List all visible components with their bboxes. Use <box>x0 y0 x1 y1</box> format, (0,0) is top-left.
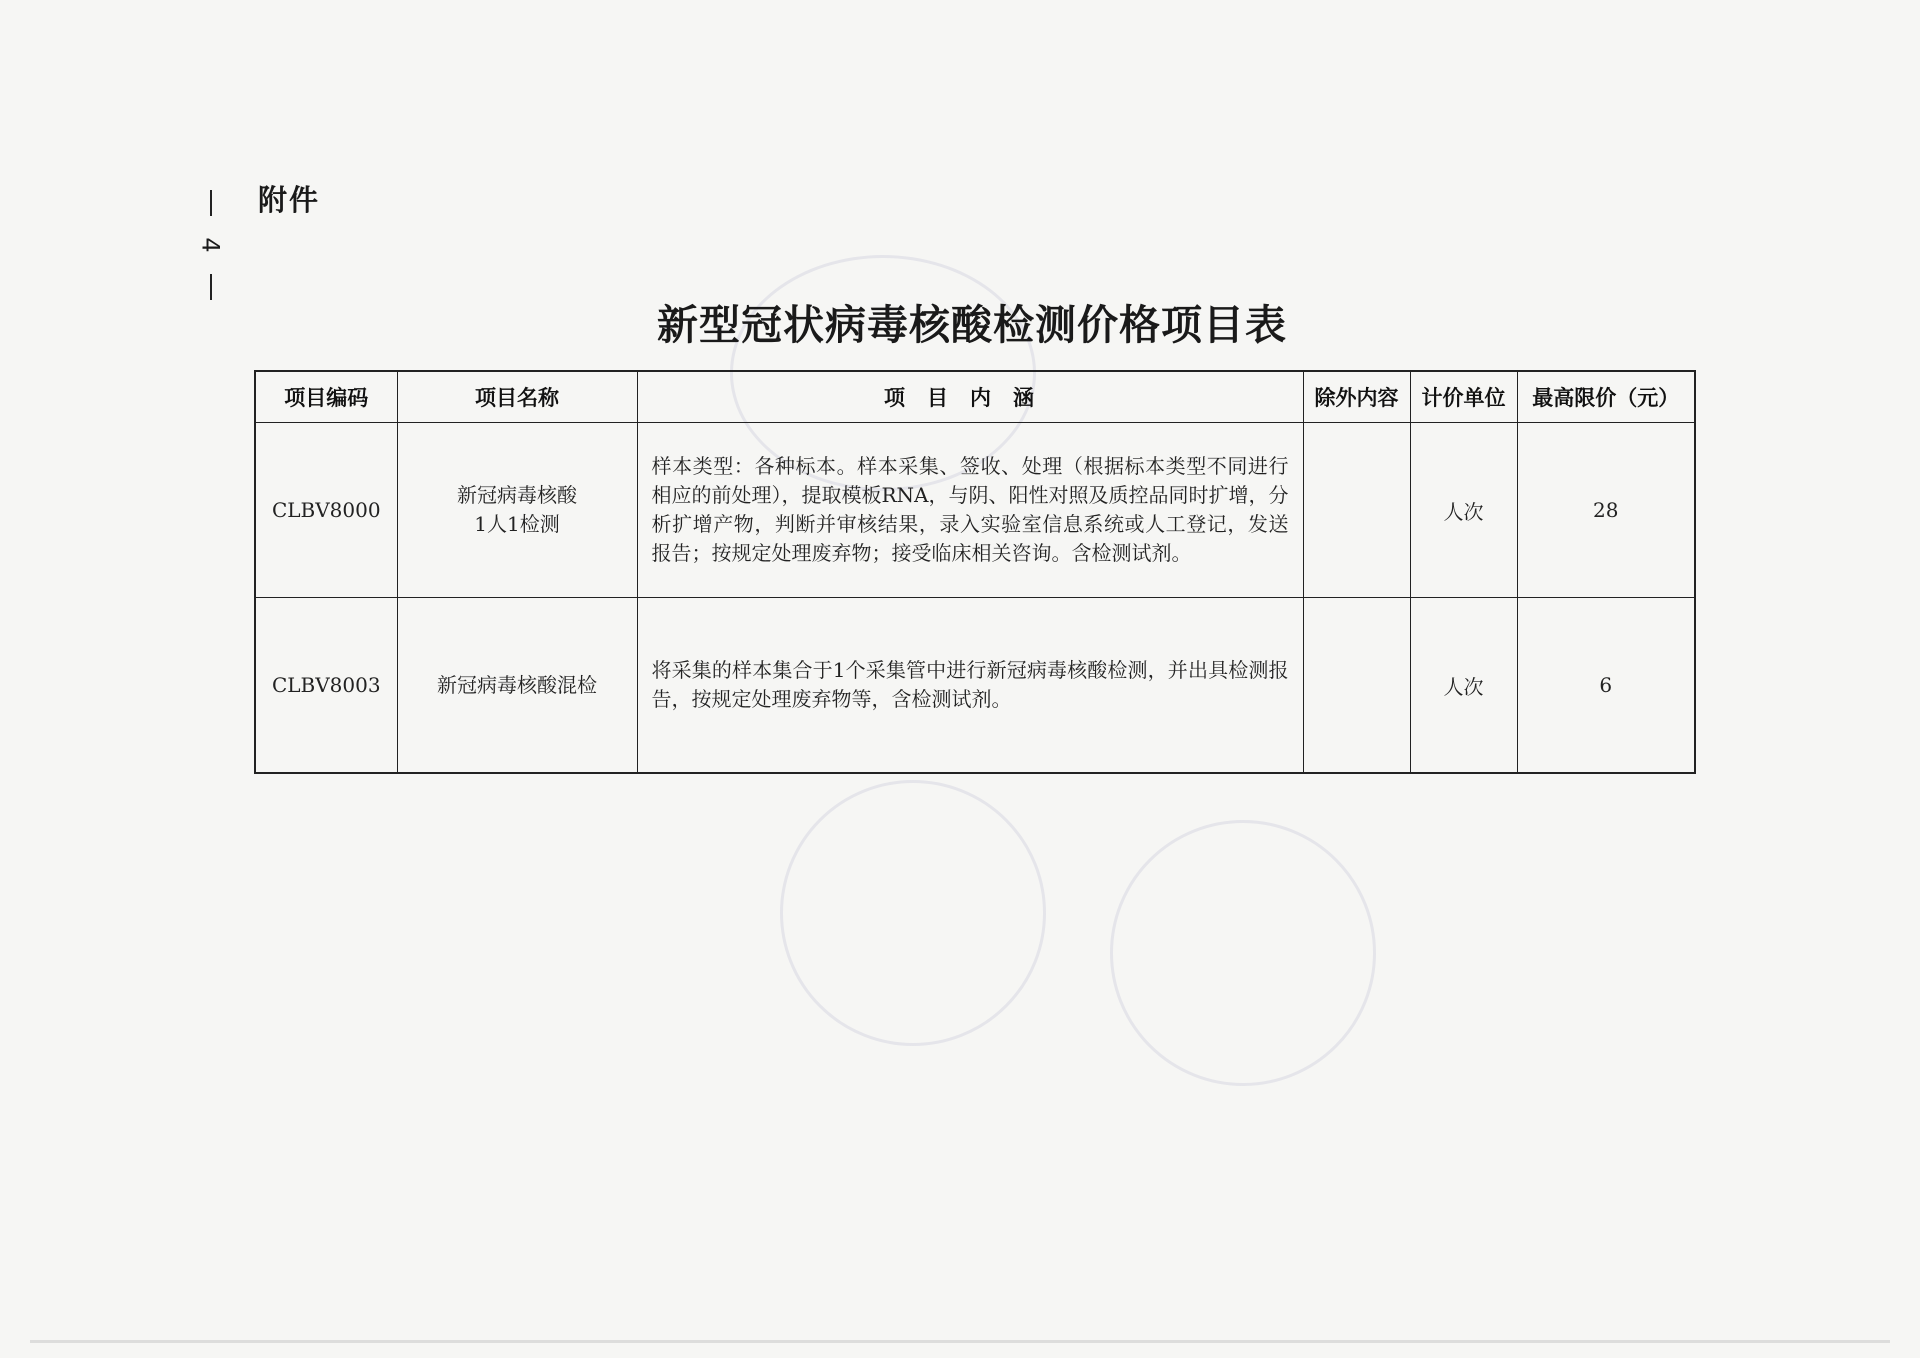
header-code: 项目编码 <box>255 371 397 423</box>
scan-edge-line <box>30 1340 1890 1343</box>
cell-name-line: 1人1检测 <box>474 512 560 536</box>
cell-max-price: 6 <box>1517 598 1695 774</box>
cell-exclusions <box>1303 423 1410 598</box>
header-unit: 计价单位 <box>1410 371 1517 423</box>
cell-unit: 人次 <box>1410 598 1517 774</box>
page-number: 4 <box>197 237 225 253</box>
price-table <box>254 370 1696 774</box>
cell-content: 将采集的样本集合于1个采集管中进行新冠病毒核酸检测，并出具检测报告，按规定处理废弃物等，含检测试剂。 <box>637 598 1303 774</box>
header-name: 项目名称 <box>397 371 637 423</box>
cell-unit: 人次 <box>1410 423 1517 598</box>
cell-name <box>397 423 637 598</box>
cell-name <box>397 598 637 774</box>
header-content: 项目内涵 <box>637 371 1303 423</box>
official-seal-watermark <box>780 780 1046 1046</box>
page-title: 新型冠状病毒核酸检测价格项目表 <box>657 301 1287 349</box>
cell-name-line: 新冠病毒核酸混检 <box>437 672 597 697</box>
attachment-label: 附件 <box>258 183 321 217</box>
official-seal-watermark <box>1110 820 1376 1086</box>
cell-name-line: 新冠病毒核酸 <box>457 483 577 507</box>
cell-code: CLBV8003 <box>255 598 397 774</box>
page-number-dash <box>210 190 212 216</box>
header-exclusions: 除外内容 <box>1303 371 1410 423</box>
cell-exclusions <box>1303 598 1410 774</box>
table-header-row <box>255 371 1695 423</box>
header-max-price: 最高限价（元） <box>1517 371 1695 423</box>
cell-code: CLBV8000 <box>255 423 397 598</box>
cell-max-price: 28 <box>1517 423 1695 598</box>
cell-content: 样本类型：各种标本。样本采集、签收、处理（根据标本类型不同进行相应的前处理），提取模板RNA，与阴、阳性对照及质控品同时扩增，分析扩增产物，判断并审核结果，录入实验室信息系统或人工登记，发送报告；按规定处理废弃物；接受临床相关咨询。含检测试剂。 <box>637 423 1303 598</box>
page-number-marker <box>196 190 226 300</box>
table-row <box>255 423 1695 598</box>
table-row <box>255 598 1695 774</box>
page-number-dash <box>210 274 212 300</box>
